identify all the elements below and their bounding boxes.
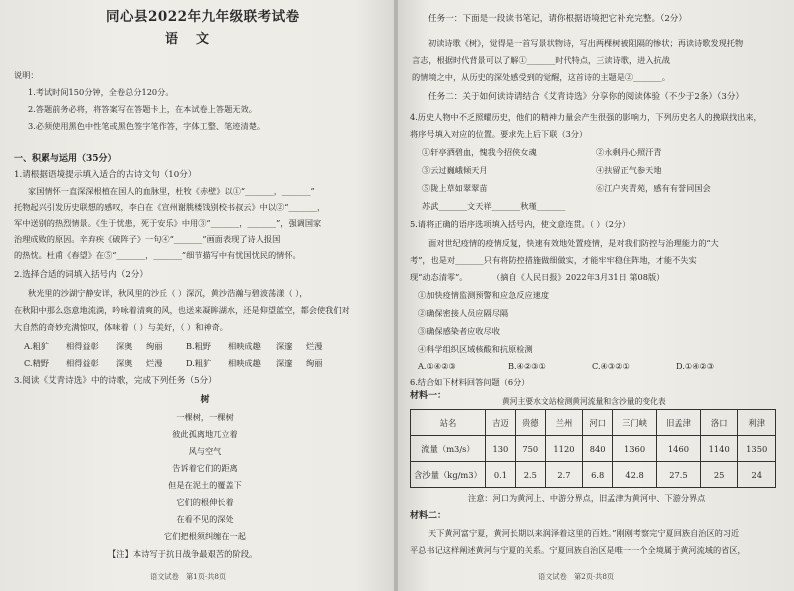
- q5-option: A.①④②③: [418, 361, 456, 371]
- page-footer: 语文试卷 第2页·共8页: [538, 572, 615, 581]
- table-cell: 1350: [738, 436, 776, 462]
- task-1-heading: 任务一：下面是一段读书笔记，请你根据语境把它补充完整。（2分）: [428, 14, 687, 24]
- q2-option: 深奥: [116, 341, 133, 351]
- q5-option: C.④③②①: [592, 361, 630, 371]
- q4-item: ④扶留正气参天地: [596, 165, 662, 175]
- task-1-line: 初读诗歌《树》，觉得是一首写景状物诗，写出两棵树被阻隔的惨状；再读诗歌发现托物: [428, 38, 744, 48]
- q5-line: 面对世纪疫情的疫情反复，快速有效地处置疫情，是对我们防控与治理能力的“大: [428, 238, 719, 248]
- poem-line: 但是在泥土的覆盖下: [168, 480, 242, 490]
- material-2-line: 天下黄河富宁夏，黄河长期以来润泽着这里的百姓。”刚刚考察完宁夏回族自治区的习近: [428, 528, 740, 538]
- q1-line: 的热忱。杜甫《春望》在⑤“_______，_______”细节描写中有忧国忧民的情怀。: [14, 250, 301, 260]
- table-cell: 24: [738, 462, 776, 488]
- q5-item: ②确保密接人员应隔尽隔: [418, 308, 509, 318]
- table-header-cell: 利津: [738, 410, 776, 436]
- q5-heading: 5.请将正确的语序选项填入括号内，使文意连贯。（ ）（2分）: [410, 219, 631, 229]
- q2-option: 深奥: [116, 358, 133, 368]
- q5-item: ④科学组织区域核酸和抗原检测: [418, 344, 533, 354]
- q2-option: 绚丽: [306, 358, 323, 368]
- q1-heading: 1.请根据语境提示填入适合的古诗文句（10分）: [14, 170, 197, 180]
- q1-line: 军中送别的热烈情景。《生于忧患，死于安乐》中用③“_______，_______”，强调国家: [14, 218, 322, 228]
- left-page: [0, 0, 396, 591]
- q4-item: ⑥江户夹青苑，感有有誉同国会: [596, 183, 711, 193]
- q2-option: 深邃: [276, 341, 293, 351]
- poem-title: 树: [200, 395, 210, 405]
- q2-option: 相得益彰: [66, 358, 99, 368]
- table-cell: 6.8: [583, 462, 613, 488]
- q2-option: D.粗犷: [186, 358, 212, 368]
- note-3: 3.必须使用黑色中性笔或黑色签字笔作答，字体工整、笔迹清楚。: [28, 121, 266, 131]
- poem-line: 在看不见的深处: [176, 514, 234, 524]
- material-2-line: 平总书记这样阐述黄河与宁夏的关系。宁夏回族自治区是唯一一个全境属于黄河流域的省区，: [410, 545, 746, 555]
- q5-option: B.④②③①: [508, 361, 546, 371]
- q4-line: 将序号填入对应的位置。要求先上后下联（3分）: [410, 129, 588, 139]
- hydrology-table: [410, 409, 776, 488]
- task-2-heading: 任务二：关于如何读诗请结合《艾青诗选》分享你的阅读体验（不少于2条）（3分）: [428, 92, 745, 102]
- q5-item: ①加快疫情监测预警和应急反应速度: [418, 290, 550, 300]
- q4-item: ③云过巍峨倾天月: [422, 165, 488, 175]
- table-header-cell: 站名: [411, 410, 486, 436]
- poem-note: 【注】本诗写于抗日战争最艰苦的阶段。: [108, 549, 258, 559]
- q6-heading: 6.结合如下材料回答问题（6分）: [410, 377, 530, 387]
- poem-line: 它们把根须纠缠在一起: [164, 531, 246, 541]
- table-header-cell: 贵德: [515, 410, 545, 436]
- table-header-cell: 三门峡: [613, 410, 657, 436]
- table-header-cell: 吉迈: [486, 410, 516, 436]
- q2-line: 大自然的奇妙充满惊叹，体味着（ ）与美好，（ ）和神奇。: [14, 322, 228, 332]
- poem-line: 风与空气: [188, 446, 222, 456]
- q4-fill-line: 苏武_______文天祥_______秋瑾_______: [422, 201, 566, 211]
- notes-label: 说明：: [14, 70, 39, 80]
- table-header-row: [411, 410, 776, 436]
- q2-option: 烂漫: [146, 358, 163, 368]
- material-1-label: 材料一：: [410, 391, 447, 401]
- q1-line: 治理成败的原因。辛弃疾《破阵子》一句④“_______”画面表现了诗人报国: [14, 234, 281, 244]
- note-2: 2.答题前务必将，将答案写在答题卡上，在本试卷上答题无效。: [28, 104, 257, 114]
- note-1: 1.考试时间150分钟，全卷总分120分。: [28, 87, 174, 97]
- q4-heading: 4.历史人物中不乏照耀历史，他们的精神力量会产生很强的影响力，下列历史名人的挽联找出来，: [410, 112, 762, 122]
- right-page: [398, 0, 794, 591]
- q5-item: ③确保感染者应收尽收: [418, 326, 500, 336]
- table-header-cell: 兰州: [545, 410, 583, 436]
- q5-option: D.①④②③: [676, 361, 715, 371]
- poem-line: 告诉着它们的距离: [172, 463, 238, 473]
- q5-line: 考”，也是对_______只有将防控措施做细做实，才能牢牢稳住阵地，才能不失实: [410, 255, 697, 265]
- q2-line: 秋光里的沙湖宁静安详，秋风里的沙丘（ ）深沉，黄沙浩瀚与碧波荡漾（ ），: [28, 288, 308, 298]
- table-row: [411, 436, 776, 462]
- subject-title: 语文: [165, 32, 228, 47]
- q2-option: 绚丽: [146, 341, 163, 351]
- q2-option: C.精野: [24, 358, 49, 368]
- task-1-line: 言志，根据时代背景可以了解①_______时代特点，三读诗歌，进入抗战: [412, 55, 670, 65]
- q2-option: 相得益彰: [66, 341, 99, 351]
- table-cell: 1460: [657, 436, 701, 462]
- q2-line: 在秋阳中那么恣意地流淌，吟咏着清爽的风，也送来凝眸湖水，还是仰望蓝空，都会使我们对: [14, 305, 350, 315]
- table-header-cell: 洛口: [700, 410, 738, 436]
- poem-line: 一棵树，一棵树: [176, 412, 234, 422]
- q2-heading: 2.选择合适的词填入括号内（2分）: [14, 270, 148, 280]
- table-header-cell: 河口: [583, 410, 613, 436]
- poem-line: 彼此孤离地兀立着: [172, 429, 238, 439]
- table-cell: 2.5: [515, 462, 545, 488]
- q4-item: ⑤陇上草如翠翠苗: [422, 183, 488, 193]
- q4-item: ①轩亭洒碧血，愧我今招侠女魂: [422, 147, 537, 157]
- task-1-line: 的情境之中，从历史的深处感受到的觉醒，这首诗的主题是②_______。: [412, 72, 670, 82]
- table-cell: 含沙量（kg/m3）: [411, 462, 486, 488]
- q5-line: 现“动态清零”。 （摘自《人民日报》2022年3月31日 第08版）: [410, 272, 665, 282]
- q2-option: A.粗犷: [24, 341, 49, 351]
- table-row: [411, 462, 776, 488]
- table-cell: 42.8: [613, 462, 657, 488]
- table-cell: 1120: [545, 436, 583, 462]
- q2-option: B.粗野: [186, 341, 211, 351]
- table-note: 注意：河口为黄河上、中游分界点，旧孟津为黄河中、下游分界点: [468, 493, 706, 503]
- table-cell: 130: [486, 436, 516, 462]
- table-cell: 27.5: [657, 462, 701, 488]
- table-cell: 25: [700, 462, 738, 488]
- q3-heading: 3.阅读《艾青诗选》中的诗歌，完成下列任务（5分）: [14, 376, 217, 386]
- q2-option: 相映成趣: [228, 358, 261, 368]
- table-cell: 750: [515, 436, 545, 462]
- page-footer: 语文试卷 第1页·共8页: [150, 572, 227, 581]
- q1-line: 家国情怀一直深深根植在国人的血脉里，杜牧《赤壁》以①“_______，_______”: [28, 186, 315, 196]
- exam-title: 同心县2022年九年级联考试卷: [106, 9, 300, 25]
- table-cell: 1140: [700, 436, 738, 462]
- table-cell: 840: [583, 436, 613, 462]
- table-title: 黄河主要水文站检测黄河流量和含沙量的变化表: [502, 397, 666, 406]
- table-header-cell: 旧孟津: [657, 410, 701, 436]
- section-1-heading: 一、积累与运用（35分）: [14, 154, 117, 164]
- q4-item: ②永剩丹心照汗青: [596, 147, 662, 157]
- q2-option: 烂漫: [306, 341, 323, 351]
- table-cell: 流量（m3/s）: [411, 436, 486, 462]
- q2-option: 相映成趣: [228, 341, 261, 351]
- q1-line: 托物起兴引发历史联想的感叹，李白在《宣州谢朓楼饯别校书叔云》中以②“_______，: [14, 202, 326, 212]
- table-cell: 0.1: [486, 462, 516, 488]
- table-cell: 1360: [613, 436, 657, 462]
- q2-option: 深邃: [276, 358, 293, 368]
- table-cell: 2.7: [545, 462, 583, 488]
- material-2-label: 材料二：: [410, 511, 447, 521]
- poem-line: 它们的根伸长着: [176, 497, 234, 507]
